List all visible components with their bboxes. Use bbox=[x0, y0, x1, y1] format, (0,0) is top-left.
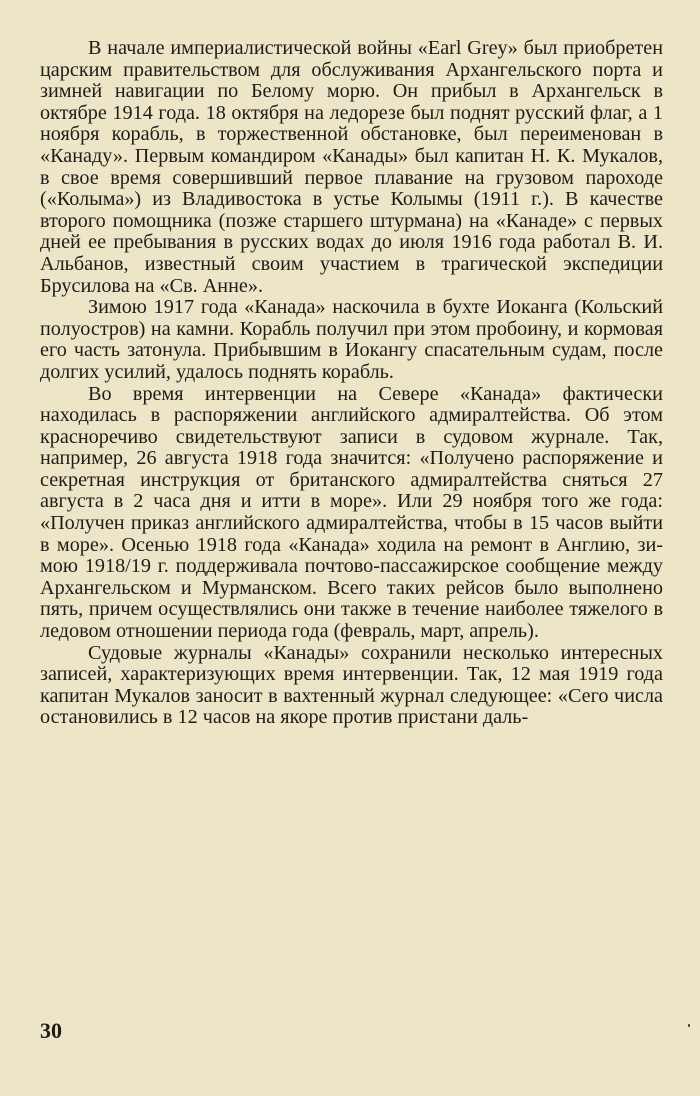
paragraph-4: Судовые журналы «Канады» сохранили несколько интересных записей, характеризующих время интервенции. Так, 12 мая 1919 года капитан Мукалов заносит в вахтенный журнал следующее: «Сего числа остановились в 12 часов на якоре против пристани даль- bbox=[40, 641, 663, 729]
paragraph-3: Во время интервенции на Севере «Канада» фактически находилась в распоряжении английского адмиралтейства. Об этом красноречиво свидетельствуют записи в судовом журнале. Так, например, 26 августа 1918 года значится: «Получено распоряжение и секретная инструкция от британского адмиралтейства сняться 27 августа в 2 часа дня и итти в море». Или 29 ноября того же года: «Получен приказ английского адмиралтейства, чтобы в 15 часов выйти в море». Осенью 1918 года «Канада» ходила на ремонт в Англию, зимою 1918/19 г. поддерживала почтово-пассажирское сообщение между Архангельском и Мурманском. Всего таких рейсов было выполнено пять, причем осуществлялись они также в течение наиболее тяжелого в ледовом отношении периода года (февраль, март, апрель). bbox=[40, 382, 663, 643]
paragraph-2: Зимою 1917 года «Канада» наскочила в бухте Иоканга (Кольский полуостров) на камни. Корабль получил при этом пробоину, и кормовая его часть затонула. Прибывшим в Иокангу спасательным судам, после долгих усилий, удалось поднять корабль. bbox=[40, 296, 663, 383]
page-number: 30 bbox=[40, 1018, 62, 1043]
paragraph-1: В начале империалистической войны «Earl Grey» был приобретен царским правительством для обслуживания Архангельского порта и зимней навигации по Белому морю. Он прибыл в Архангельск в октябре 1914 года. 18 октября на ледорезе был поднят русский флаг, а 1 ноября корабль, в торжественной обстановке, был переименован в «Канаду». Первым командиром «Канады» был капитан Н. К. Мукалов, в свое время совершивший первое плавание на грузовом пароходе («Колыма») из Владивостока в устье Колымы (1911 г.). В качестве второго помощника (позже старшего штурмана) на «Канаде» с первых дней ее пребывания в русских водах до июля 1916 года работал В. И. Альбанов, известный своим участием в трагической экспедиции Брусилова на «Св. Анне». bbox=[40, 37, 663, 297]
paper-speck bbox=[688, 1024, 690, 1027]
body-text bbox=[40, 38, 663, 729]
